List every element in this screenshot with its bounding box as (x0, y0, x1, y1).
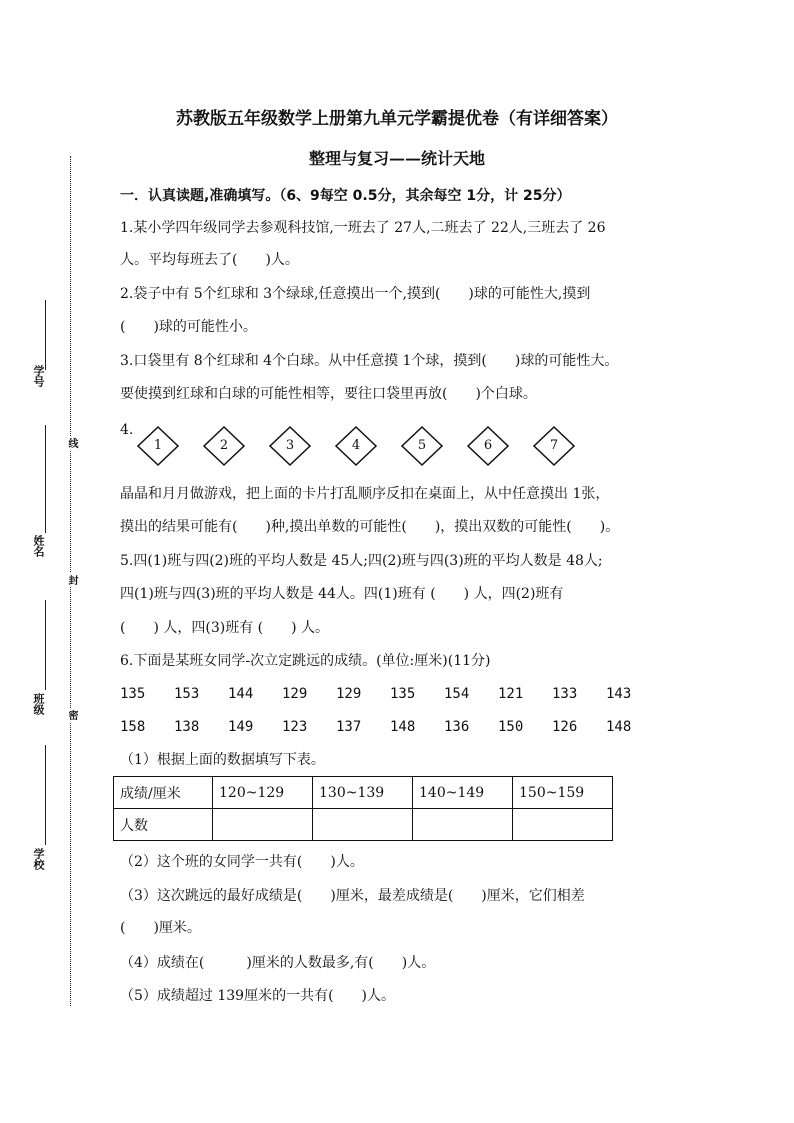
answer-cell[interactable] (413, 809, 513, 841)
number-cards (136, 425, 576, 467)
score-value: 138 (174, 719, 200, 735)
score-value: 144 (228, 686, 254, 702)
question-6-sub-3-line-2: ( )厘米。 (120, 920, 201, 936)
label-name: 姓名 (32, 535, 45, 557)
card (466, 425, 510, 467)
card (334, 425, 378, 467)
score-value: 135 (120, 686, 146, 702)
section-heading: 一．认真读题,准确填写。（6、9每空 0.5分，其余每空 1分，计 25分） (120, 188, 571, 204)
school-line (45, 745, 46, 845)
card-number: 3 (285, 438, 295, 453)
class-line (45, 600, 46, 690)
score-value: 136 (444, 719, 470, 735)
score-value: 121 (498, 686, 524, 702)
score-value: 148 (606, 719, 632, 735)
question-6-sub-5: （5）成绩超过 139厘米的一共有( )人。 (120, 988, 396, 1004)
table-header-cell: 成绩/厘米 (114, 777, 213, 809)
label-student-number: 学号 (32, 365, 45, 387)
label-school: 学校 (32, 848, 45, 870)
seal-char-seal: 封 (66, 575, 77, 585)
card-number: 7 (549, 438, 559, 453)
score-value: 123 (282, 719, 308, 735)
answer-cell[interactable] (313, 809, 413, 841)
page-subtitle: 整理与复习——统计天地 (308, 149, 485, 168)
score-value: 158 (120, 719, 146, 735)
card (202, 425, 246, 467)
card (268, 425, 312, 467)
question-1-line-2: 人。平均每班去了( )人。 (120, 252, 299, 268)
card-number: 6 (483, 438, 493, 453)
card-number: 1 (153, 438, 163, 453)
question-3-line-2: 要使摸到红球和白球的可能性相等，要往口袋里再放( )个白球。 (120, 386, 537, 402)
question-4-line-1: 晶晶和月月做游戏，把上面的卡片打乱顺序反扣在桌面上，从中任意摸出 1张， (120, 486, 610, 502)
score-value: 153 (174, 686, 200, 702)
question-2-line-1: 2.袋子中有 5个红球和 3个绿球,任意摸出一个,摸到( )球的可能性大,摸到 (120, 286, 591, 302)
table-header-cell: 120~129 (213, 777, 313, 809)
label-class: 班级 (32, 693, 45, 715)
score-value: 154 (444, 686, 470, 702)
question-5-line-1: 5.四(1)班与四(2)班的平均人数是 45人;四(2)班与四(3)班的平均人数是 48人; (120, 553, 603, 569)
score-value: 137 (336, 719, 362, 735)
table-header-row (114, 777, 613, 809)
score-value: 126 (552, 719, 578, 735)
seal-char-secret: 密 (66, 710, 77, 720)
page-title: 苏教版五年级数学上册第九单元学霸提优卷（有详细答案） (176, 109, 618, 129)
question-5-line-3: ( ) 人，四(3)班有 ( ) 人。 (120, 620, 330, 636)
score-value: 129 (336, 686, 362, 702)
score-value: 129 (282, 686, 308, 702)
question-2-line-2: ( )球的可能性小。 (120, 319, 257, 335)
question-1-line-1: 1.某小学四年级同学去参观科技馆,一班去了 27人,二班去了 22人,三班去了 26 (120, 220, 606, 236)
card (532, 425, 576, 467)
card-number: 2 (219, 438, 229, 453)
score-value: 148 (390, 719, 416, 735)
table-header-cell: 130~139 (313, 777, 413, 809)
question-6-sub-3-line-1: （3）这次跳远的最好成绩是( )厘米，最差成绩是( )厘米，它们相差 (120, 888, 585, 904)
card-number: 4 (351, 438, 361, 453)
answer-cell[interactable] (513, 809, 613, 841)
scores-row-2 (120, 717, 660, 737)
card (400, 425, 444, 467)
question-6-sub-1: （1）根据上面的数据填写下表。 (120, 752, 325, 768)
score-value: 149 (228, 719, 254, 735)
name-line (45, 425, 46, 533)
score-value: 135 (390, 686, 416, 702)
answer-cell[interactable] (213, 809, 313, 841)
question-6-sub-2: （2）这个班的女同学一共有( )人。 (120, 854, 364, 870)
card-number: 5 (417, 438, 427, 453)
score-frequency-table (113, 776, 613, 841)
question-6-sub-4: （4）成绩在( )厘米的人数最多,有( )人。 (120, 955, 436, 971)
seal-char-line: 线 (66, 438, 77, 448)
question-4-number: 4. (120, 422, 134, 438)
question-5-line-2: 四(1)班与四(3)班的平均人数是 44人。四(1)班有 ( ) 人，四(2)班有 (120, 586, 564, 602)
student-number-line (45, 300, 46, 370)
scores-row-1 (120, 684, 660, 704)
table-row-label: 人数 (114, 809, 213, 841)
question-3-line-1: 3.口袋里有 8个红球和 4个白球。从中任意摸 1个球，摸到( )球的可能性大。 (120, 353, 619, 369)
score-value: 133 (552, 686, 578, 702)
table-header-cell: 140~149 (413, 777, 513, 809)
score-value: 150 (498, 719, 524, 735)
table-row (114, 809, 613, 841)
question-4-line-2: 摸出的结果可能有( )种,摸出单数的可能性( )，摸出双数的可能性( )。 (120, 519, 620, 535)
card (136, 425, 180, 467)
score-value: 143 (606, 686, 632, 702)
question-6-line-1: 6.下面是某班女同学-次立定跳远的成绩。(单位:厘米)(11分) (120, 653, 491, 669)
table-header-cell: 150~159 (513, 777, 613, 809)
